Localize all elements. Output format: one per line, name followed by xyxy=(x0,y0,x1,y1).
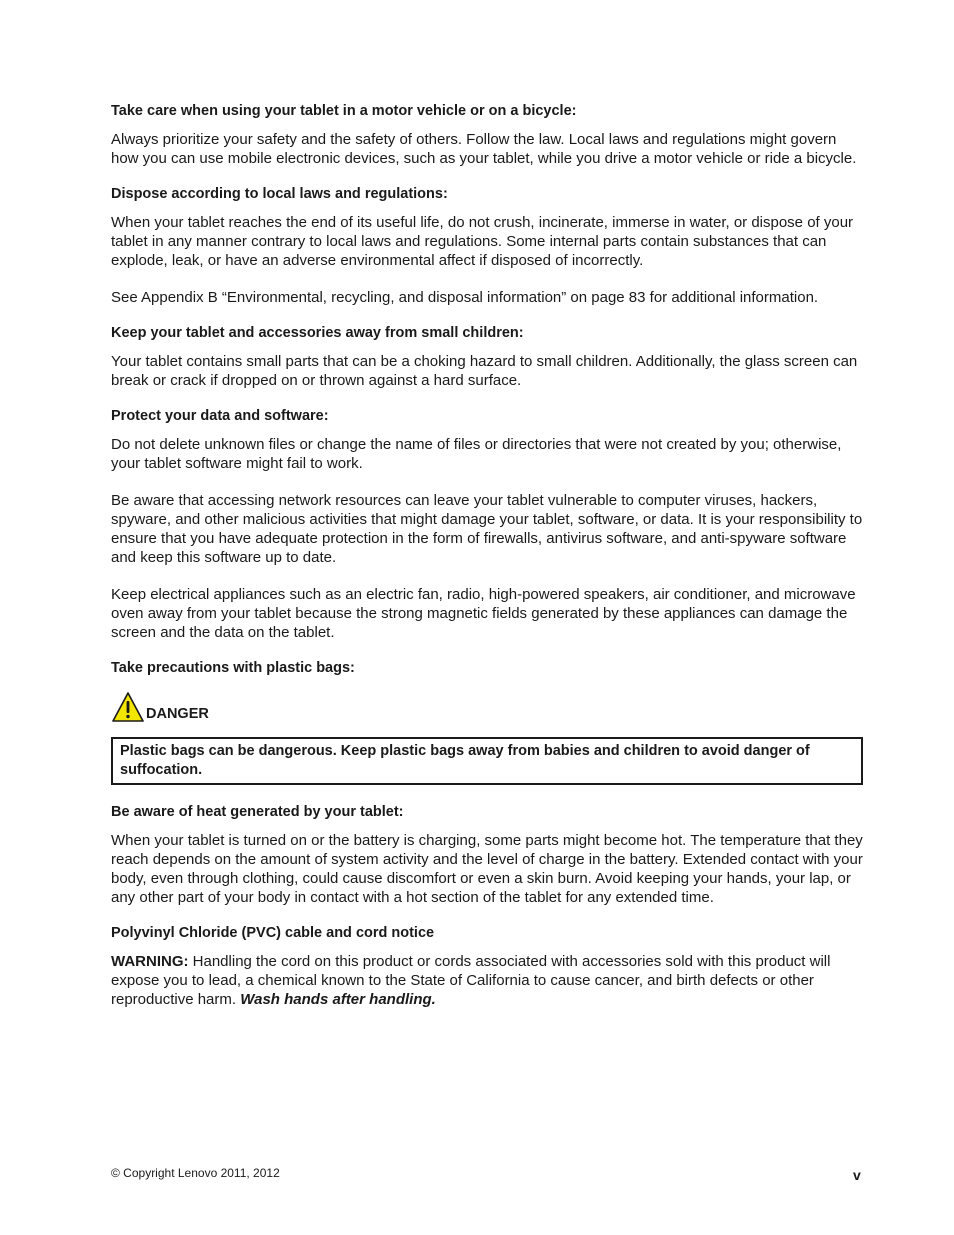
paragraph-vehicle: Always prioritize your safety and the safety of others. Follow the law. Local laws and regulations might govern how you can use mobile electronic devices, such as your tablet, while you drive a motor vehicle or ride a bicycle. xyxy=(111,131,857,167)
paragraph-data-3: Keep electrical appliances such as an electric fan, radio, high-powered speakers, air conditioner, and microwave oven away from your tablet because the strong magnetic fields generated by these appliances can damage the screen and the data on the tablet. xyxy=(111,586,856,641)
document-body xyxy=(111,102,863,1009)
danger-notice-header xyxy=(111,687,863,723)
warning-text: Handling the cord on this product or cords associated with accessories sold with this product will expose you to lead, a chemical known to the State of California to cause cancer, and birth defects or other reproductive harm. xyxy=(111,953,831,1008)
warning-triangle-icon xyxy=(111,691,145,723)
danger-text: Plastic bags can be dangerous. Keep plastic bags away from babies and children to avoid danger of suffocation. xyxy=(120,743,810,778)
footer-copyright: © Copyright Lenovo 2011, 2012 xyxy=(111,1166,280,1180)
paragraph-dispose-1: When your tablet reaches the end of its useful life, do not crush, incinerate, immerse in water, or dispose of your tablet in any manner contrary to local laws and regulations. Some internal parts contain substances that can explode, leak, or have an adverse environmental affect if disposed of incorrectly. xyxy=(111,214,854,269)
section-heading-dispose: Dispose according to local laws and regulations: xyxy=(111,186,448,202)
section-heading-pvc: Polyvinyl Chloride (PVC) cable and cord notice xyxy=(111,925,435,941)
warning-emphasis: Wash hands after handling. xyxy=(240,991,436,1008)
paragraph-data-2: Be aware that accessing network resources can leave your tablet vulnerable to computer viruses, hackers, spyware, and other malicious activities that might damage your tablet, software, or data. It is your responsibility to ensure that you have adequate protection in the form of firewalls, antivirus software, and anti-spyware software and keep this software up to date. xyxy=(111,492,863,566)
paragraph-pvc-warning xyxy=(111,952,863,1009)
paragraph-dispose-2: See Appendix B “Environmental, recycling, and disposal information” on page 83 for additional information. xyxy=(111,289,819,306)
paragraph-children: Your tablet contains small parts that can be a choking hazard to small children. Additionally, the glass screen can break or crack if dropped on or thrown against a hard surface. xyxy=(111,353,858,389)
section-heading-vehicle: Take care when using your tablet in a motor vehicle or on a bicycle: xyxy=(111,103,577,119)
section-heading-bags: Take precautions with plastic bags: xyxy=(111,660,355,676)
page-number: v xyxy=(853,1167,861,1183)
section-heading-children: Keep your tablet and accessories away from small children: xyxy=(111,325,524,341)
danger-box xyxy=(111,737,863,785)
danger-label: DANGER xyxy=(146,706,209,722)
section-heading-heat: Be aware of heat generated by your tablet: xyxy=(111,804,404,820)
warning-label: WARNING: xyxy=(111,953,189,970)
paragraph-heat: When your tablet is turned on or the battery is charging, some parts might become hot. The temperature that they reach depends on the amount of system activity and the level of charge in the battery. Extended contact with your body, even through clothing, could cause discomfort or even a skin burn. Avoid keeping your hands, your lap, or any other part of your body in contact with a hot section of the tablet for any extended time. xyxy=(111,832,863,906)
paragraph-data-1: Do not delete unknown files or change the name of files or directories that were not created by you; otherwise, your tablet software might fail to work. xyxy=(111,436,842,472)
section-heading-data: Protect your data and software: xyxy=(111,408,329,424)
